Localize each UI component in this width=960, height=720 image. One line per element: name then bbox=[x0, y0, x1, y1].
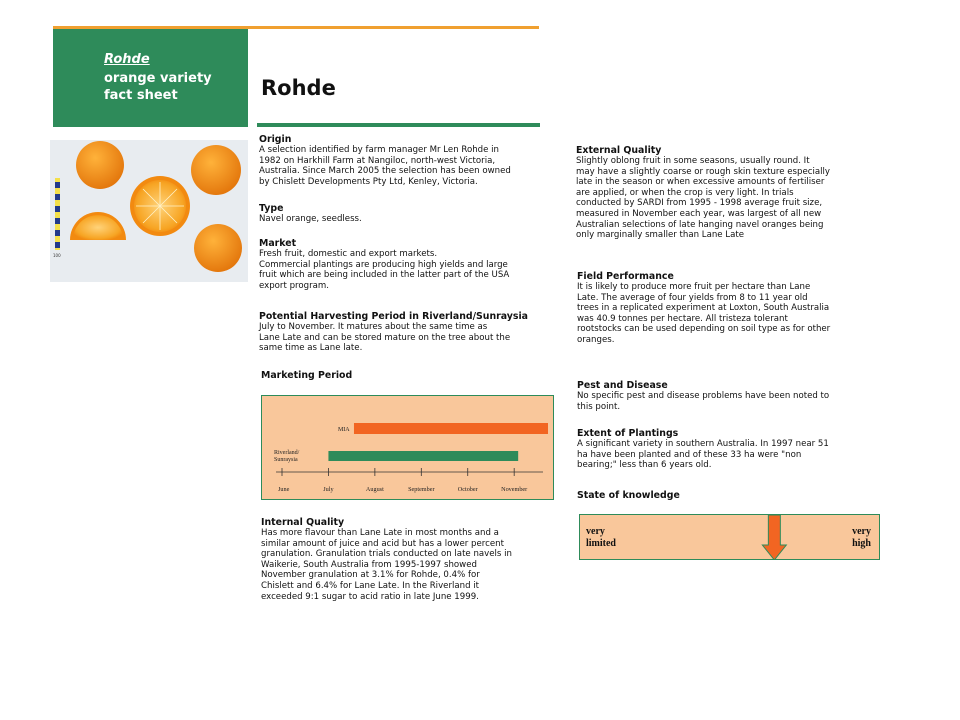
pest-disease-heading: Pest and Disease bbox=[577, 380, 668, 391]
knowledge-high-label-1: very bbox=[852, 526, 871, 537]
external-quality-line: only marginally smaller than Lane Late bbox=[576, 230, 745, 241]
variety-link[interactable]: Rohde bbox=[104, 52, 150, 67]
oranges-photo bbox=[50, 140, 248, 282]
whole-orange-1 bbox=[76, 141, 124, 189]
subtitle-line-2: fact sheet bbox=[104, 88, 178, 103]
extent-line: bearing;" less than 6 years old. bbox=[577, 460, 712, 471]
knowledge-arrow-shape bbox=[762, 515, 786, 559]
marketing-period-chart bbox=[261, 395, 554, 500]
chart-bar-mia bbox=[354, 423, 548, 434]
internal-quality-line: November granulation at 3.1% for Rohde, 0.4% for bbox=[261, 570, 480, 581]
harvest-line: Lane Late and can be stored mature on the tree about the bbox=[259, 332, 511, 343]
marketing-chart-svg bbox=[262, 396, 553, 499]
header-subtitle bbox=[104, 70, 244, 104]
knowledge-heading: State of knowledge bbox=[577, 490, 680, 501]
internal-quality-line: exceeded 9:1 sugar to acid ratio in late June 1999. bbox=[261, 591, 479, 602]
external-quality-line: measured in November each year, was largest of all new bbox=[576, 208, 822, 219]
internal-quality-line: similar amount of juice and acid but has a lower percent bbox=[261, 538, 504, 549]
market-line: Commercial plantings are producing high yields and large bbox=[259, 259, 508, 270]
type-line: Navel orange, seedless. bbox=[259, 214, 362, 224]
origin-section bbox=[259, 134, 555, 187]
subtitle-line-1: orange variety bbox=[104, 71, 212, 86]
origin-line: A selection identified by farm manager Mr Len Rohde in bbox=[259, 145, 499, 155]
internal-quality-heading: Internal Quality bbox=[261, 517, 345, 528]
knowledge-section bbox=[577, 490, 897, 501]
pest-disease-line: this point. bbox=[577, 401, 621, 412]
internal-quality-line: Waikerie, South Australia from 1995-1997 showed bbox=[261, 559, 477, 570]
external-quality-line: may have a slightly coarse or rough skin texture especially bbox=[576, 166, 831, 177]
whole-orange-3 bbox=[194, 224, 242, 272]
page-title: Rohde bbox=[261, 76, 336, 100]
chart-tick-label: September bbox=[408, 486, 435, 493]
market-line: Fresh fruit, domestic and export markets. bbox=[259, 249, 438, 259]
title-underline bbox=[257, 123, 540, 127]
chart-tick-label: July bbox=[323, 486, 334, 493]
external-quality-line: are applied, or when the crop is very light. In trials bbox=[576, 187, 794, 198]
pest-disease-line: No specific pest and disease problems have been noted to bbox=[577, 391, 830, 401]
market-line: fruit which are being included in the latter part of the USA bbox=[259, 270, 510, 281]
origin-line: 1982 on Harkhill Farm at Nangiloc, north-west Victoria, bbox=[259, 155, 496, 166]
chart-series-label: Riverland/ Sunraysia bbox=[274, 450, 300, 463]
external-quality-line: Slightly oblong fruit in some seasons, usually round. It bbox=[576, 156, 810, 166]
origin-line: by Chislett Developments Pty Ltd, Kenley, Victoria. bbox=[259, 176, 478, 187]
chart-tick-label: August bbox=[365, 486, 384, 493]
chart-tick-label: June bbox=[278, 486, 290, 493]
harvest-heading: Potential Harvesting Period in Riverland/Sunraysia bbox=[259, 311, 529, 322]
extent-line: ha have been planted and of these 33 ha were "non bbox=[577, 449, 802, 460]
field-performance-line: Late. The average of four yields from 8 to 11 year old bbox=[577, 292, 808, 303]
knowledge-high-label-2: high bbox=[852, 538, 871, 549]
field-performance-line: was 40.9 tonnes per hectare. All tristeza tolerant bbox=[577, 313, 788, 324]
external-quality-heading: External Quality bbox=[576, 145, 662, 156]
extent-section bbox=[577, 428, 897, 471]
origin-heading: Origin bbox=[259, 134, 292, 145]
field-performance-line: trees in a replicated experiment at Loxton, South Australia bbox=[577, 303, 830, 314]
field-performance-heading: Field Performance bbox=[577, 271, 674, 282]
knowledge-low-label-2: limited bbox=[586, 538, 616, 549]
external-quality-line: Australian selections of late hanging navel oranges being bbox=[576, 219, 824, 230]
extent-heading: Extent of Plantings bbox=[577, 428, 679, 439]
header-badge bbox=[53, 29, 248, 127]
market-heading: Market bbox=[259, 238, 297, 249]
extent-line: A significant variety in southern Australia. In 1997 near 51 bbox=[577, 439, 829, 449]
chart-tick-label: October bbox=[457, 486, 478, 493]
oranges-illustration bbox=[50, 140, 248, 282]
type-heading: Type bbox=[259, 203, 284, 214]
scale-ruler bbox=[55, 178, 60, 250]
chart-tick-label: November bbox=[501, 486, 528, 493]
field-performance-line: rootstocks can be used depending on soil type as for other bbox=[577, 324, 831, 335]
external-quality-section bbox=[576, 145, 896, 241]
field-performance-section bbox=[577, 271, 897, 346]
internal-quality-line: Has more flavour than Lane Late in most months and a bbox=[261, 528, 499, 538]
harvest-section bbox=[259, 311, 555, 354]
scale-label: 100 bbox=[53, 253, 61, 258]
harvest-line: July to November. It matures about the same time as bbox=[259, 322, 488, 332]
chart-bar-riverland bbox=[328, 451, 518, 461]
internal-quality-section bbox=[261, 517, 557, 602]
external-quality-line: late in the season or when excessive amounts of fertiliser bbox=[576, 177, 825, 188]
field-performance-line: oranges. bbox=[577, 334, 615, 345]
pest-disease-section bbox=[577, 380, 897, 412]
knowledge-scale bbox=[579, 514, 880, 560]
origin-line: Australia. Since March 2005 the selection has been owned bbox=[259, 166, 511, 177]
knowledge-arrow-icon bbox=[580, 515, 879, 559]
marketing-period-heading: Marketing Period bbox=[261, 370, 353, 381]
external-quality-line: conducted by SARDI from 1995 - 1998 average fruit size, bbox=[576, 198, 823, 209]
type-section bbox=[259, 203, 555, 225]
internal-quality-line: Chislett and 6.4% for Lane Late. In the Riverland it bbox=[261, 580, 480, 591]
market-section bbox=[259, 238, 555, 291]
internal-quality-line: granulation. Granulation trials conducted on late navels in bbox=[261, 549, 512, 560]
marketing-period-section bbox=[261, 370, 557, 381]
market-line: export program. bbox=[259, 280, 329, 291]
harvest-line: same time as Lane late. bbox=[259, 343, 363, 354]
chart-series-label: MIA bbox=[337, 427, 350, 433]
field-performance-line: It is likely to produce more fruit per hectare than Lane bbox=[577, 282, 811, 292]
whole-orange-2 bbox=[191, 145, 241, 195]
knowledge-low-label-1: very bbox=[586, 526, 605, 537]
